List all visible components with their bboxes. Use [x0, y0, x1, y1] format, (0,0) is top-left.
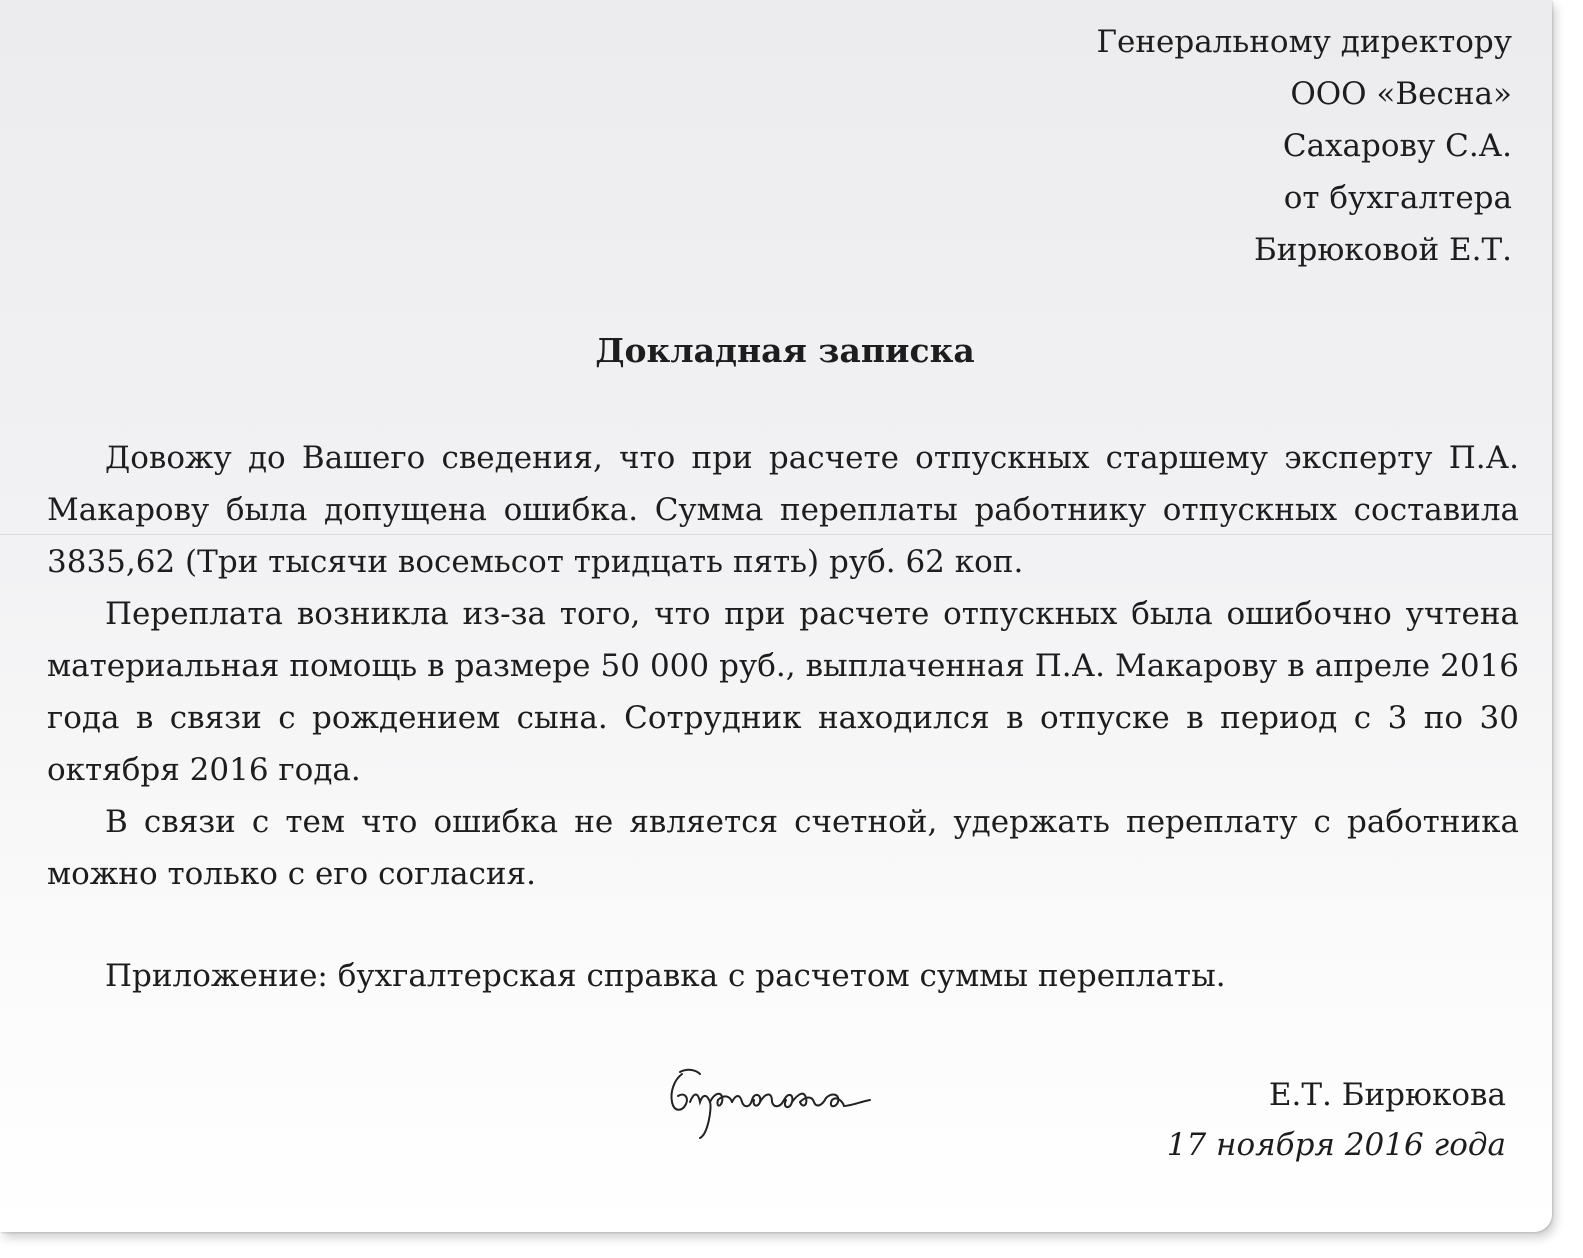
document-body: [47, 432, 1519, 900]
handwritten-signature: [660, 1062, 890, 1142]
signer-block: [1167, 1070, 1506, 1170]
document-date: 17 ноября 2016 года: [1166, 1127, 1506, 1163]
addressee-name: Сахарову С.А.: [1282, 128, 1512, 164]
addressee-block: [1096, 16, 1512, 276]
addressee-company: ООО «Весна»: [1290, 76, 1512, 112]
body-paragraph: В связи с тем что ошибка не является счетной, удержать переплату с работника можно только с его согласия.: [47, 804, 1519, 892]
body-paragraph: Довожу до Вашего сведения, что при расчете отпускных старшему эксперту П.А. Макарову была допущена ошибка. Сумма переплаты работнику отпускных составила 3835,62 (Три тысячи восемьсот тридцать пять) руб. 62 коп.: [47, 440, 1519, 580]
document-title: Докладная записка: [595, 331, 975, 370]
body-paragraph: Переплата возникла из-за того, что при расчете отпускных была ошибочно учтена материальная помощь в размере 50 000 руб., выплаченная П.А. Макарову в апреле 2016 года в связи с рождением сына. Сотрудник находился в отпуске в период с 3 по 30 октября 2016 года.: [47, 596, 1519, 788]
sender-position: от бухгалтера: [1283, 180, 1512, 216]
sender-name: Бирюковой Е.Т.: [1254, 232, 1512, 268]
attachment-note: Приложение: бухгалтерская справка с расчетом суммы переплаты.: [105, 958, 1226, 994]
addressee-position: Генеральному директору: [1096, 24, 1512, 60]
signer-name: Е.Т. Бирюкова: [1268, 1077, 1506, 1113]
